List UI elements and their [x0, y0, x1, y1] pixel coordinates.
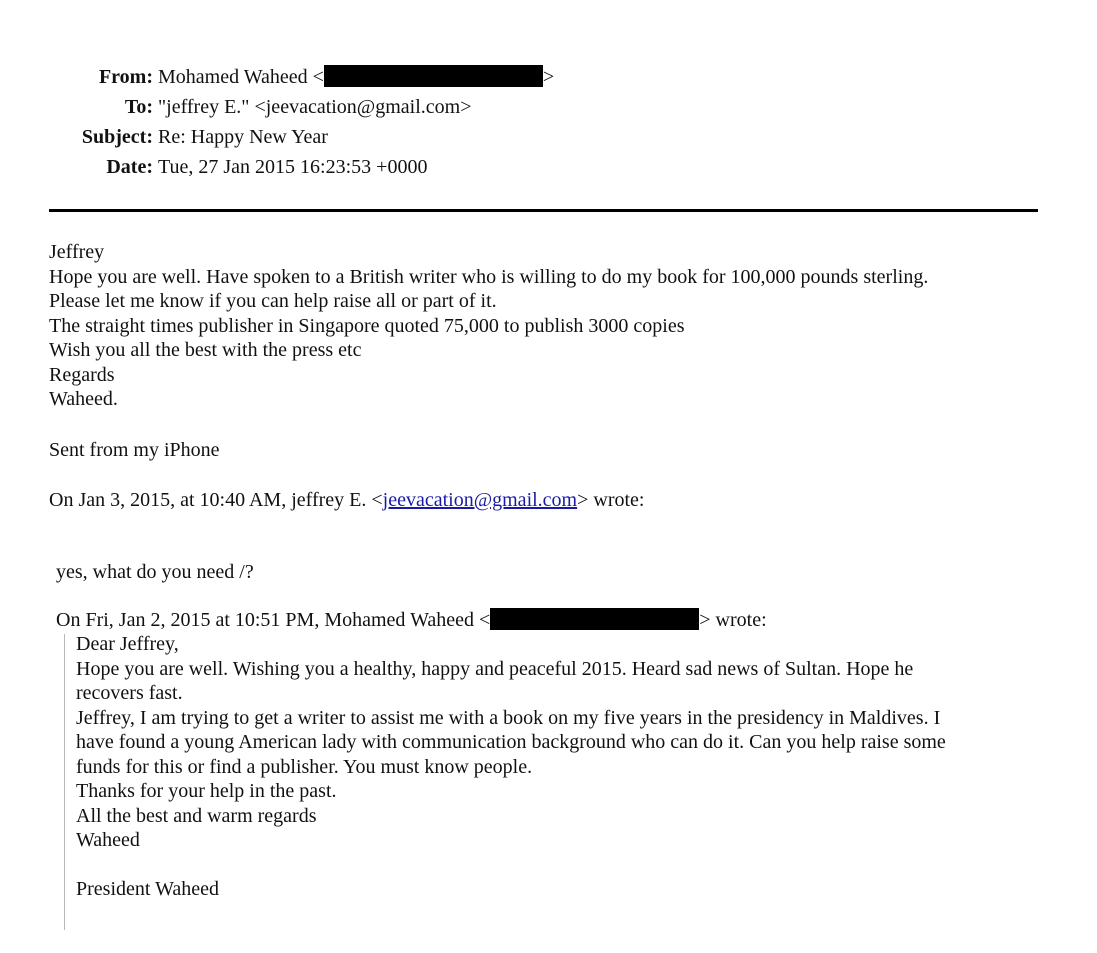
- from-close: >: [542, 66, 555, 88]
- quoted-line: Dear Jeffrey,: [76, 633, 179, 655]
- subject-value: Re: Happy New Year: [158, 126, 328, 148]
- from-label: From:: [98, 66, 153, 88]
- from-value: [158, 62, 554, 92]
- message-line: Please let me know if you can help raise all or part of it.: [49, 290, 497, 312]
- mobile-signature: Sent from my iPhone: [49, 439, 220, 461]
- original-attribution: [56, 608, 767, 632]
- from-name: Mohamed Waheed <: [158, 66, 324, 88]
- message-line: Regards: [49, 363, 115, 386]
- reply-attribution: [49, 488, 644, 512]
- quoted-line: recovers fast.: [76, 682, 183, 704]
- original-attribution-suffix: > wrote:: [699, 609, 767, 631]
- quoted-line: Hope you are well. Wishing you a healthy, happy and peaceful 2015. Heard sad news of Sultan. Hope he: [76, 657, 914, 680]
- reply-attribution-prefix: On Jan 3, 2015, at 10:40 AM, jeffrey E. <: [49, 489, 383, 511]
- to-value: "jeffrey E." <jeevacation@gmail.com>: [158, 96, 472, 118]
- email-link[interactable]: jeevacation@gmail.com: [382, 489, 578, 511]
- reply-attribution-suffix: > wrote:: [577, 489, 645, 511]
- blank-line: [76, 853, 1076, 878]
- message-line: Jeffrey: [49, 241, 105, 263]
- quoted-line: All the best and warm regards: [76, 804, 317, 827]
- quoted-line: funds for this or find a publisher. You must know people.: [76, 755, 533, 778]
- reply-text: yes, what do you need /?: [56, 561, 254, 583]
- quote-bar: [64, 634, 65, 930]
- quoted-line: Waheed: [76, 829, 140, 851]
- quoted-line: have found a young American lady with communication background who can do it. Can you help raise some: [76, 731, 946, 753]
- quoted-message: [76, 632, 1076, 902]
- date-label: Date:: [106, 156, 153, 178]
- quoted-line: Thanks for your help in the past.: [76, 780, 337, 802]
- original-attribution-prefix: On Fri, Jan 2, 2015 at 10:51 PM, Mohamed Waheed <: [56, 609, 491, 631]
- to-label: To:: [124, 96, 153, 118]
- redaction-box: [490, 608, 699, 630]
- quoted-closing: President Waheed: [76, 878, 219, 900]
- message-line: Wish you all the best with the press etc: [49, 339, 362, 361]
- quoted-line: Jeffrey, I am trying to get a writer to assist me with a book on my five years in the presidency in Maldives. I: [76, 706, 941, 729]
- message-line: Waheed.: [49, 388, 118, 410]
- message-line: The straight times publisher in Singapore quoted 75,000 to publish 3000 copies: [49, 314, 685, 337]
- redaction-box: [324, 65, 543, 87]
- message-body: [49, 240, 1049, 412]
- subject-label: Subject:: [81, 126, 153, 148]
- message-line: Hope you are well. Have spoken to a British writer who is willing to do my book for 100,000 pounds sterling.: [49, 265, 929, 288]
- date-value: Tue, 27 Jan 2015 16:23:53 +0000: [158, 156, 428, 178]
- header-divider: [49, 209, 1038, 212]
